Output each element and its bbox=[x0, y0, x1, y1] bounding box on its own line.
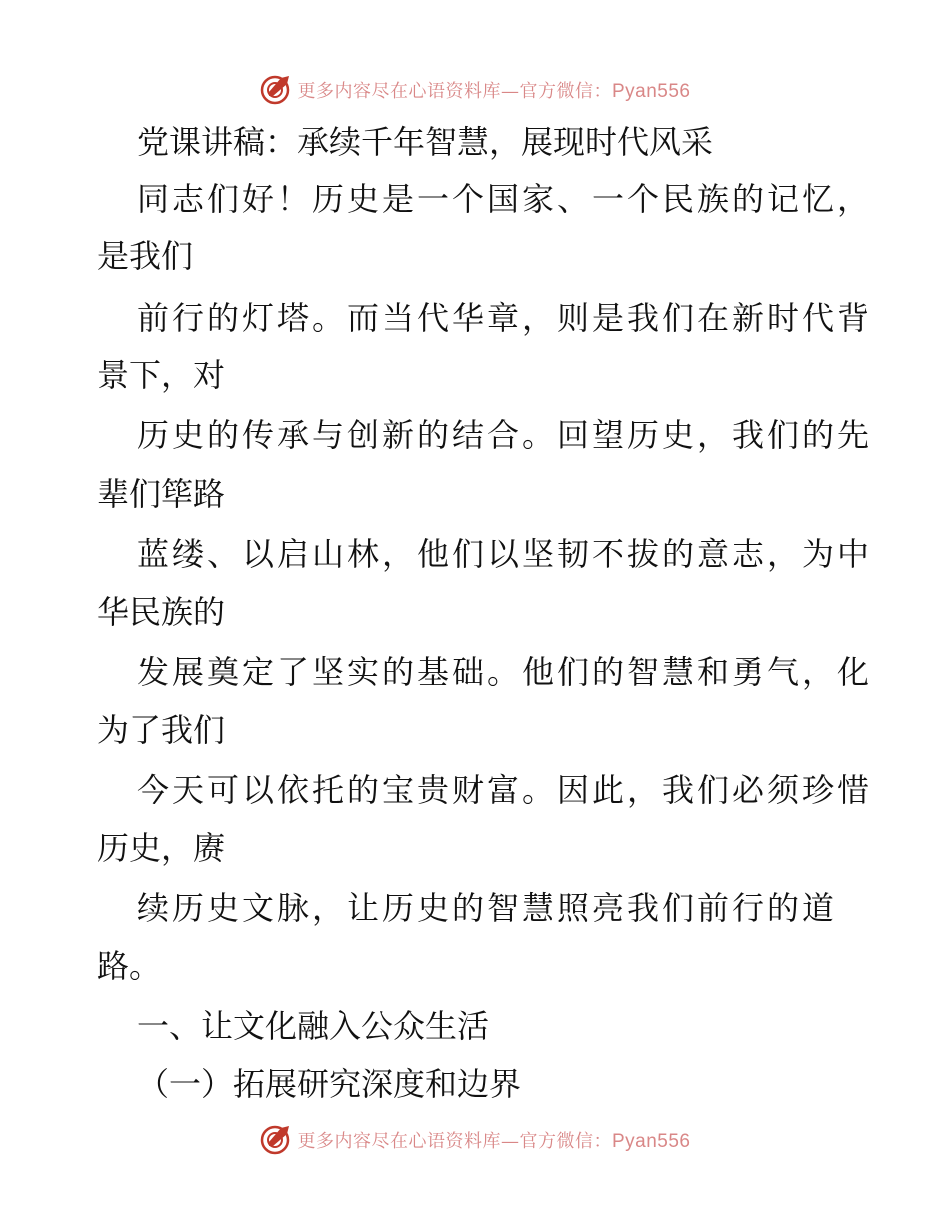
paragraph-line: 是我们 bbox=[97, 237, 194, 275]
paragraph-line: 历史，赓 bbox=[97, 829, 226, 867]
subsection-heading: （一）拓展研究深度和边界 bbox=[137, 1065, 522, 1103]
document-title: 党课讲稿：承续千年智慧，展现时代风采 bbox=[137, 123, 714, 161]
watermark-footer bbox=[0, 1120, 950, 1160]
paragraph-line: 历史的传承与创新的结合。回望历史，我们的先 bbox=[137, 416, 873, 454]
paragraph-line: 续历史文脉，让历史的智慧照亮我们前行的道 bbox=[137, 889, 838, 927]
pen-logo-icon bbox=[259, 1124, 291, 1156]
paragraph-line: 前行的灯塔。而当代华章，则是我们在新时代背 bbox=[137, 299, 873, 337]
paragraph-line: 发展奠定了坚实的基础。他们的智慧和勇气，化 bbox=[137, 653, 873, 691]
pen-logo-icon bbox=[259, 74, 291, 106]
watermark-text: 更多内容尽在心语资料库—官方微信：Pyan556 bbox=[297, 1131, 691, 1152]
watermark-text: 更多内容尽在心语资料库—官方微信：Pyan556 bbox=[297, 81, 691, 102]
section-heading: 一、让文化融入公众生活 bbox=[137, 1007, 490, 1045]
paragraph-line: 路。 bbox=[97, 947, 162, 985]
paragraph-line: 华民族的 bbox=[97, 593, 226, 631]
paragraph-line: 为了我们 bbox=[97, 711, 226, 749]
paragraph-line: 今天可以依托的宝贵财富。因此，我们必须珍惜 bbox=[137, 771, 873, 809]
watermark-header bbox=[0, 70, 950, 110]
paragraph-line: 蓝缕、以启山林，他们以坚韧不拔的意志，为中 bbox=[137, 535, 873, 573]
paragraph-line: 同志们好！历史是一个国家、一个民族的记忆， bbox=[137, 180, 873, 218]
paragraph-line: 景下，对 bbox=[97, 356, 226, 394]
paragraph-line: 辈们筚路 bbox=[97, 475, 226, 513]
